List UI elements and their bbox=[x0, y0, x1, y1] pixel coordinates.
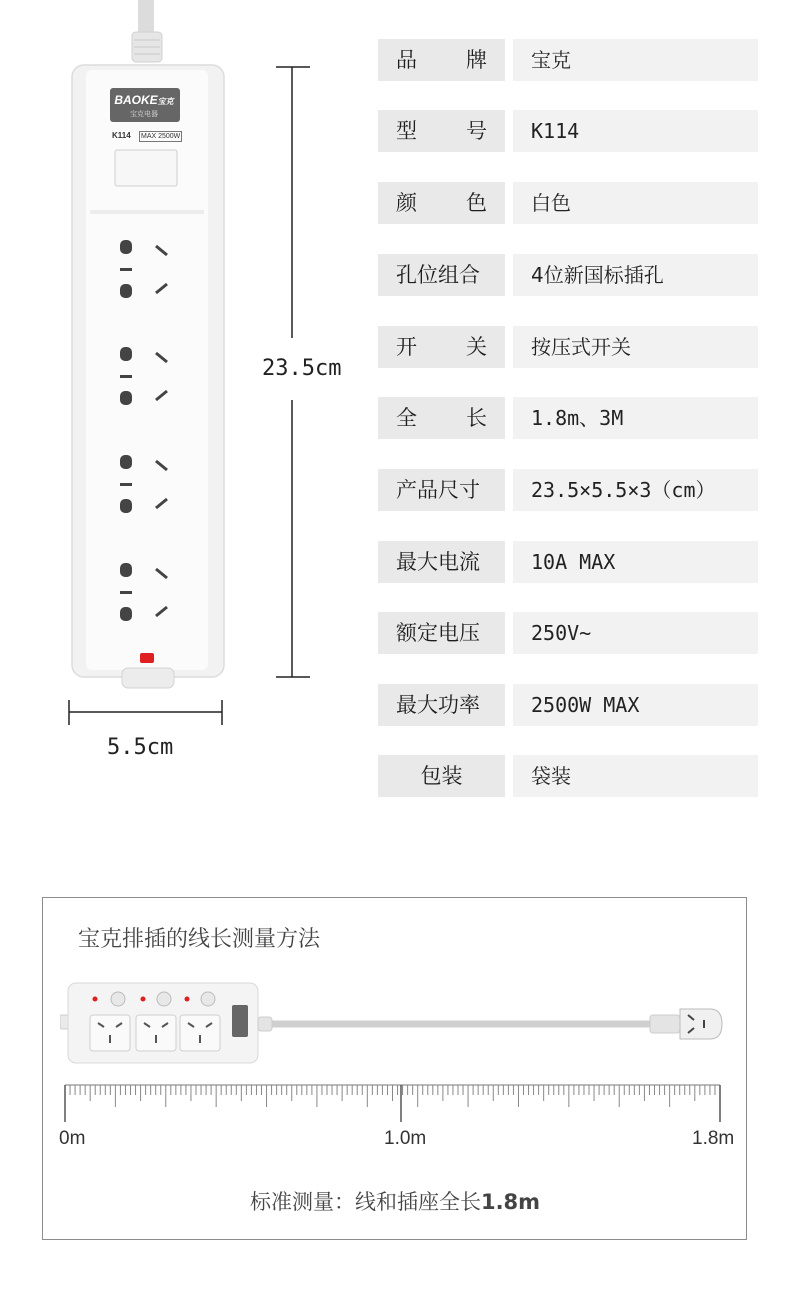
spec-key: 最大功率 bbox=[378, 684, 505, 726]
spec-value: K114 bbox=[513, 110, 758, 152]
hanging-hook bbox=[122, 668, 174, 688]
scale-mid-label: 1.0m bbox=[384, 1128, 427, 1149]
spec-row-switch bbox=[378, 326, 758, 368]
spec-key bbox=[378, 326, 505, 368]
spec-value: 按压式开关 bbox=[513, 326, 758, 368]
spec-key-char: 长 bbox=[466, 406, 487, 430]
model-tag: K114 bbox=[112, 131, 131, 140]
length-label: 23.5cm bbox=[262, 356, 342, 381]
spec-row-model bbox=[378, 110, 758, 152]
spec-row-size bbox=[378, 469, 758, 511]
measure-title: 宝克排插的线长测量方法 bbox=[78, 927, 321, 952]
spec-key: 孔位组合 bbox=[378, 254, 505, 296]
spec-row-max-current bbox=[378, 541, 758, 583]
spec-key bbox=[378, 39, 505, 81]
spec-value: 250V~ bbox=[513, 612, 758, 654]
brand-logo-cn: 宝克 bbox=[157, 97, 174, 106]
spec-row-rated-voltage bbox=[378, 612, 758, 654]
spec-key-char: 品 bbox=[396, 48, 417, 72]
spec-key-char: 开 bbox=[396, 335, 417, 359]
spec-value: 宝克 bbox=[513, 39, 758, 81]
spec-row-socket-layout bbox=[378, 254, 758, 296]
spec-key-char: 颜 bbox=[396, 191, 417, 215]
spec-value: 1.8m、3M bbox=[513, 397, 758, 439]
spec-row-max-power bbox=[378, 684, 758, 726]
spec-row-color bbox=[378, 182, 758, 224]
spec-key-char: 色 bbox=[466, 191, 487, 215]
spec-key-char: 关 bbox=[466, 335, 487, 359]
scale-end-label: 1.8m bbox=[692, 1128, 735, 1149]
brand-logo-latin: BAOKE bbox=[114, 93, 158, 107]
spec-key bbox=[378, 182, 505, 224]
max-power-tag: MAX 2500W bbox=[141, 133, 181, 140]
spec-value: 23.5×5.5×3（cm） bbox=[513, 469, 758, 511]
spec-value: 2500W MAX bbox=[513, 684, 758, 726]
spec-key-char: 全 bbox=[396, 406, 417, 430]
spec-key: 产品尺寸 bbox=[378, 469, 505, 511]
spec-value: 袋装 bbox=[513, 755, 758, 797]
spec-key: 额定电压 bbox=[378, 612, 505, 654]
plug bbox=[680, 1009, 722, 1039]
power-switch bbox=[115, 150, 177, 186]
measure-footer-prefix: 标准测量：线和插座全长 bbox=[249, 1190, 481, 1214]
spec-key bbox=[378, 397, 505, 439]
spec-key-char: 号 bbox=[466, 119, 487, 143]
scale-start-label: 0m bbox=[59, 1128, 86, 1149]
spec-key-char: 牌 bbox=[466, 48, 487, 72]
brand-subtitle: 宝克电器 bbox=[130, 110, 158, 118]
indicator-light bbox=[140, 653, 154, 663]
spec-row-length bbox=[378, 397, 758, 439]
spec-key-char: 型 bbox=[396, 119, 417, 143]
spec-value: 10A MAX bbox=[513, 541, 758, 583]
horizontal-strip-illustration bbox=[60, 975, 730, 1070]
spec-key bbox=[378, 110, 505, 152]
socket-h-1 bbox=[90, 1015, 130, 1051]
measure-footer-value: 1.8m bbox=[480, 1190, 541, 1214]
measuring-ruler bbox=[60, 1080, 730, 1125]
socket-h-2 bbox=[136, 1015, 176, 1051]
spec-value: 白色 bbox=[513, 182, 758, 224]
measure-footer bbox=[0, 1186, 790, 1216]
spec-key: 最大电流 bbox=[378, 541, 505, 583]
width-label: 5.5cm bbox=[107, 735, 174, 760]
brand-logo bbox=[113, 93, 175, 107]
width-dimension-line bbox=[60, 695, 230, 730]
socket-h-3 bbox=[180, 1015, 220, 1051]
spec-row-brand bbox=[378, 39, 758, 81]
spec-row-packaging bbox=[378, 755, 758, 797]
spec-key: 包装 bbox=[378, 755, 505, 797]
spec-value: 4位新国标插孔 bbox=[513, 254, 758, 296]
